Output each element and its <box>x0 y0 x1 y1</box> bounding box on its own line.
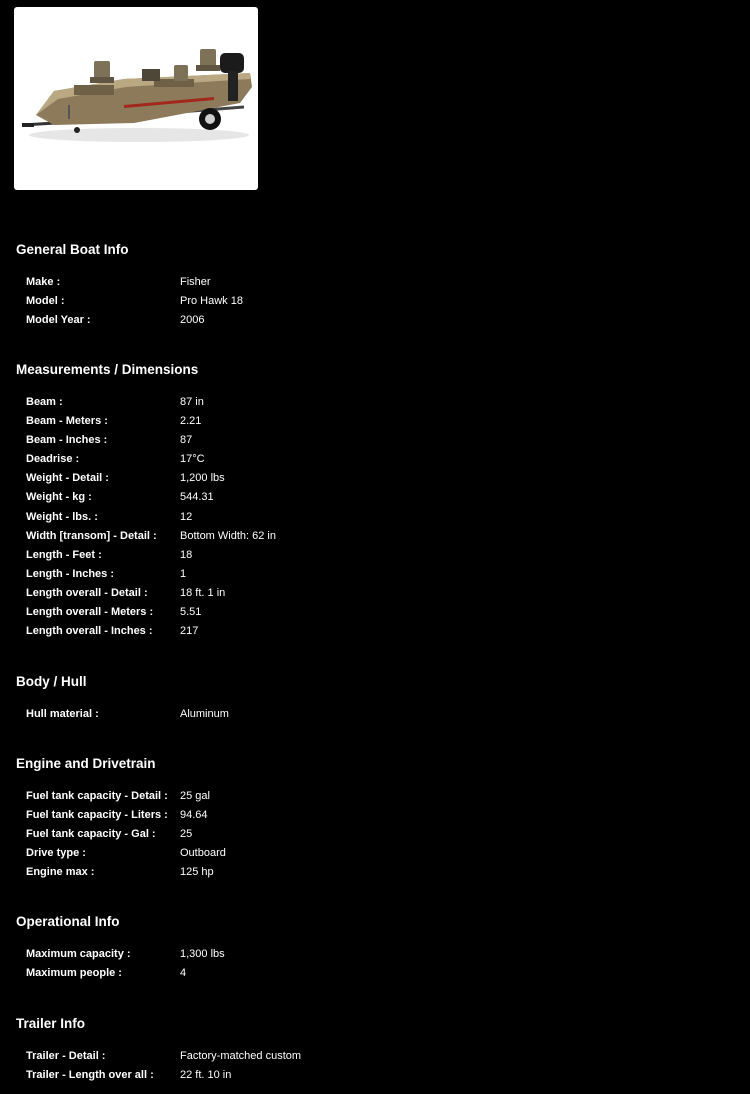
spec-row <box>16 527 716 546</box>
spec-value: 94.64 <box>180 809 208 822</box>
spec-value: 1 <box>180 567 187 580</box>
section-title: Operational Info <box>16 914 120 929</box>
spec-label: Trailer - Detail : <box>26 1050 106 1062</box>
spec-table <box>16 273 716 330</box>
spec-label: Maximum capacity : <box>26 948 131 960</box>
spec-label: Length - Feet : <box>26 548 102 561</box>
spec-label: Length overall - Meters : <box>26 606 154 619</box>
spec-value: Aluminum <box>180 708 229 720</box>
spec-row <box>16 945 716 964</box>
spec-value: 87 <box>180 434 193 447</box>
spec-label: Weight - Detail : <box>26 472 109 485</box>
spec-label: Beam - Inches : <box>26 434 108 447</box>
spec-value: 1,300 lbs <box>180 948 225 960</box>
spec-value: Fisher <box>180 276 211 288</box>
spec-value: Factory-matched custom <box>180 1050 302 1062</box>
spec-value: 18 ft. 1 in <box>180 586 226 599</box>
spec-value: 25 gal <box>180 790 210 802</box>
spec-label: Fuel tank capacity - Detail : <box>26 790 168 802</box>
spec-row <box>16 863 716 882</box>
section-title: Engine and Drivetrain <box>16 756 156 771</box>
spec-label: Beam - Meters : <box>26 415 108 428</box>
spec-value: 17°C <box>180 453 205 466</box>
spec-row <box>16 825 716 844</box>
spec-row <box>16 469 716 488</box>
spec-label: Length overall - Inches : <box>26 625 153 638</box>
spec-row <box>16 1066 716 1085</box>
spec-table <box>16 945 716 983</box>
spec-row <box>16 787 716 806</box>
spec-value: 1,200 lbs <box>180 472 225 485</box>
spec-section <box>16 672 716 724</box>
spec-value: 12 <box>180 510 193 523</box>
spec-row <box>16 292 716 311</box>
spec-label: Drive type : <box>26 847 86 860</box>
spec-value: 87 in <box>180 396 204 408</box>
spec-row <box>16 622 716 641</box>
spec-value: 25 <box>180 828 193 841</box>
spec-row <box>16 603 716 622</box>
spec-row <box>16 844 716 863</box>
spec-label: Model : <box>26 295 65 308</box>
spec-label: Model Year : <box>26 314 91 327</box>
spec-section <box>16 360 716 641</box>
spec-label: Fuel tank capacity - Liters : <box>26 809 168 822</box>
spec-label: Weight - kg : <box>26 491 92 504</box>
spec-value: 544.31 <box>180 491 214 504</box>
spec-table <box>16 787 716 882</box>
spec-row <box>16 806 716 825</box>
spec-table <box>16 705 716 724</box>
spec-label: Width [transom] - Detail : <box>26 529 157 542</box>
spec-label: Length overall - Detail : <box>26 586 148 599</box>
spec-row <box>16 488 716 507</box>
spec-row <box>16 546 716 565</box>
spec-value: 125 hp <box>180 866 214 879</box>
spec-table <box>16 393 716 641</box>
spec-row <box>16 1047 716 1066</box>
spec-table <box>16 1047 716 1085</box>
spec-row <box>16 431 716 450</box>
spec-section <box>16 912 716 983</box>
spec-value: 217 <box>180 625 199 638</box>
spec-label: Trailer - Length over all : <box>26 1069 154 1082</box>
section-title: Measurements / Dimensions <box>16 362 199 377</box>
spec-value: 5.51 <box>180 606 202 619</box>
boat-on-trailer-photo <box>14 7 258 190</box>
spec-value: 4 <box>180 967 187 980</box>
spec-value: 22 ft. 10 in <box>180 1069 232 1082</box>
spec-row <box>16 412 716 431</box>
spec-label: Maximum people : <box>26 967 122 980</box>
boat-photo <box>14 7 258 190</box>
section-title: General Boat Info <box>16 242 129 257</box>
section-title: Trailer Info <box>16 1016 86 1031</box>
spec-value: Bottom Width: 62 in <box>180 529 276 542</box>
spec-row <box>16 508 716 527</box>
spec-row <box>16 565 716 584</box>
section-title: Body / Hull <box>16 674 87 689</box>
spec-value: 2.21 <box>180 415 202 428</box>
spec-section <box>16 754 716 882</box>
spec-row <box>16 393 716 412</box>
spec-label: Make : <box>26 276 61 288</box>
spec-label: Length - Inches : <box>26 567 114 580</box>
spec-row <box>16 964 716 983</box>
spec-row <box>16 311 716 330</box>
spec-value: 18 <box>180 548 193 561</box>
spec-value: Pro Hawk 18 <box>180 295 243 308</box>
spec-value: Outboard <box>180 847 226 860</box>
spec-value: 2006 <box>180 314 205 327</box>
spec-section <box>16 1014 716 1085</box>
spec-label: Deadrise : <box>26 453 80 466</box>
spec-label: Beam : <box>26 396 63 408</box>
spec-row <box>16 584 716 603</box>
spec-row <box>16 273 716 292</box>
spec-row <box>16 450 716 469</box>
spec-label: Fuel tank capacity - Gal : <box>26 828 156 841</box>
spec-label: Weight - lbs. : <box>26 510 98 523</box>
spec-label: Hull material : <box>26 708 99 720</box>
spec-label: Engine max : <box>26 866 95 879</box>
spec-row <box>16 705 716 724</box>
spec-section <box>16 240 716 330</box>
